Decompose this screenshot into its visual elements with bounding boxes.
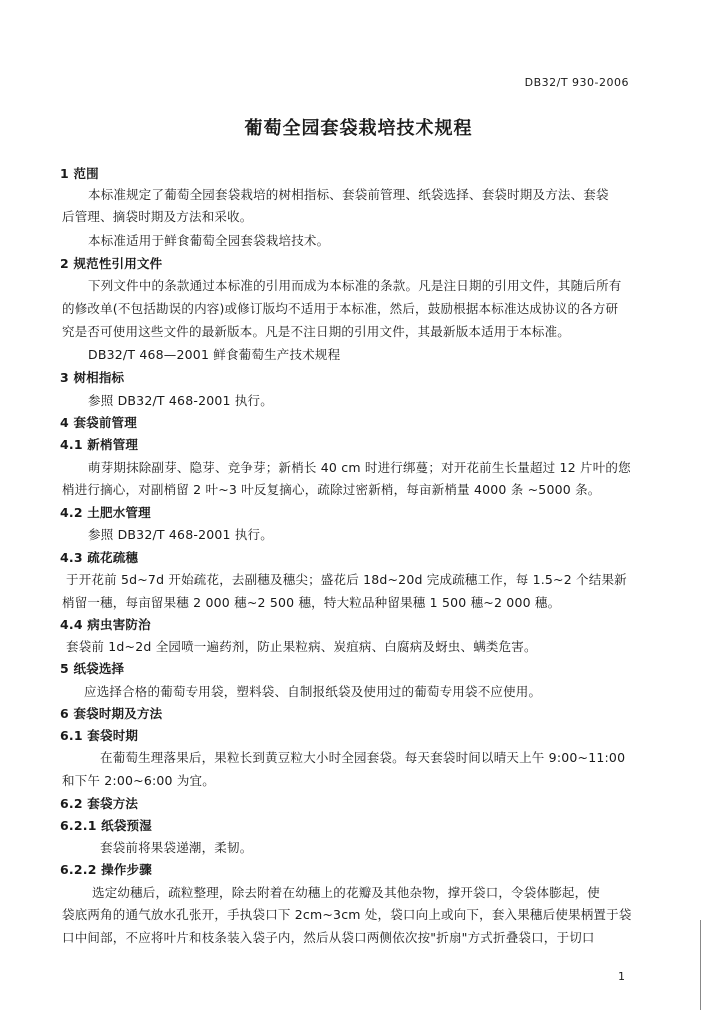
section-heading: 4.1 新梢管理 xyxy=(60,437,139,452)
body-text-line: 参照 DB32/T 468-2001 执行。 xyxy=(88,527,273,542)
body-text-line: 梢留一穗，每亩留果穗 2 000 穗~2 500 穗，特大粒品种留果穗 1 500 穗~2 000 穗。 xyxy=(62,595,561,610)
body-text-line: 袋底两角的通气放水孔张开，手执袋口下 2cm~3cm 处，袋口向上或向下，套入果穗后使果柄置于袋 xyxy=(62,907,632,922)
section-heading: 6 套袋时期及方法 xyxy=(60,706,163,721)
body-text-line: 本标准适用于鲜食葡萄全园套袋栽培技术。 xyxy=(88,233,330,248)
body-text-line: 的修改单(不包括勘误的内容)或修订版均不适用于本标准，然后，鼓励根据本标准达成协议的各方研 xyxy=(62,301,619,316)
section-heading: 6.2.2 操作步骤 xyxy=(60,862,152,877)
body-text-line: 下列文件中的条款通过本标准的引用而成为本标准的条款。凡是注日期的引用文件，其随后所有 xyxy=(88,278,622,293)
section-heading: 6.2.1 纸袋预湿 xyxy=(60,818,152,833)
body-text-line: 选定幼穗后，疏粒整理，除去附着在幼穗上的花瓣及其他杂物，撑开袋口，令袋体膨起，使 xyxy=(92,885,601,900)
body-text-line: 套袋前将果袋递潮，柔韧。 xyxy=(100,840,253,855)
scan-edge-line xyxy=(700,920,701,1010)
body-text-line: 本标准规定了葡萄全园套袋栽培的树相指标、套袋前管理、纸袋选择、套袋时期及方法、套袋 xyxy=(88,187,609,202)
body-text-line: 萌芽期抹除副芽、隐芽、竞争芽；新梢长 40 cm 时进行绑蔓；对开花前生长量超过 12 片叶的您 xyxy=(88,460,631,475)
body-text-line: 梢进行摘心，对副梢留 2 叶~3 叶反复摘心，疏除过密新梢，每亩新梢量 4000 条 ~5000 条。 xyxy=(62,482,601,497)
section-heading: 4.4 病虫害防治 xyxy=(60,617,151,632)
document-code: DB32/T 930-2006 xyxy=(524,76,629,89)
section-heading: 6.2 套袋方法 xyxy=(60,796,139,811)
body-text-line: 应选择合格的葡萄专用袋，塑料袋、自制报纸袋及使用过的葡萄专用袋不应使用。 xyxy=(84,684,542,699)
section-heading: 4 套袋前管理 xyxy=(60,415,137,430)
section-heading: 1 范围 xyxy=(60,166,99,181)
body-text-line: 后管理、摘袋时期及方法和采收。 xyxy=(62,209,253,224)
body-text-line: 在葡萄生理落果后，果粒长到黄豆粒大小时全园套袋。每天套袋时间以晴天上午 9:00~11:00 xyxy=(100,750,626,765)
page-number: 1 xyxy=(618,970,625,983)
document-title: 葡萄全园套袋栽培技术规程 xyxy=(244,118,473,139)
section-heading: 3 树相指标 xyxy=(60,370,125,385)
body-text-line: 于开花前 5d~7d 开始疏花，去副穗及穗尖；盛花后 18d~20d 完成疏穗工作，每 1.5~2 个结果新 xyxy=(66,572,627,587)
section-heading: 4.2 土肥水管理 xyxy=(60,505,151,520)
body-text-line: 口中间部，不应将叶片和枝条装入袋子内，然后从袋口两侧依次按"折扇"方式折叠袋口，于切口 xyxy=(62,930,595,945)
body-text-line: 和下午 2:00~6:00 为宜。 xyxy=(62,773,215,788)
body-text-line: 究是否可使用这些文件的最新版本。凡是不注日期的引用文件，其最新版本适用于本标准。 xyxy=(62,324,571,339)
body-text-line: DB32/T 468—2001 鲜食葡萄生产技术规程 xyxy=(88,347,341,362)
body-text-line: 套袋前 1d~2d 全园喷一遍药剂，防止果粒病、炭疽病、白腐病及蚜虫、螨类危害。 xyxy=(66,639,537,654)
section-heading: 6.1 套袋时期 xyxy=(60,728,139,743)
body-text-line: 参照 DB32/T 468-2001 执行。 xyxy=(88,393,273,408)
section-heading: 2 规范性引用文件 xyxy=(60,256,163,271)
section-heading: 5 纸袋选择 xyxy=(60,661,125,676)
section-heading: 4.3 疏花疏穗 xyxy=(60,550,139,565)
